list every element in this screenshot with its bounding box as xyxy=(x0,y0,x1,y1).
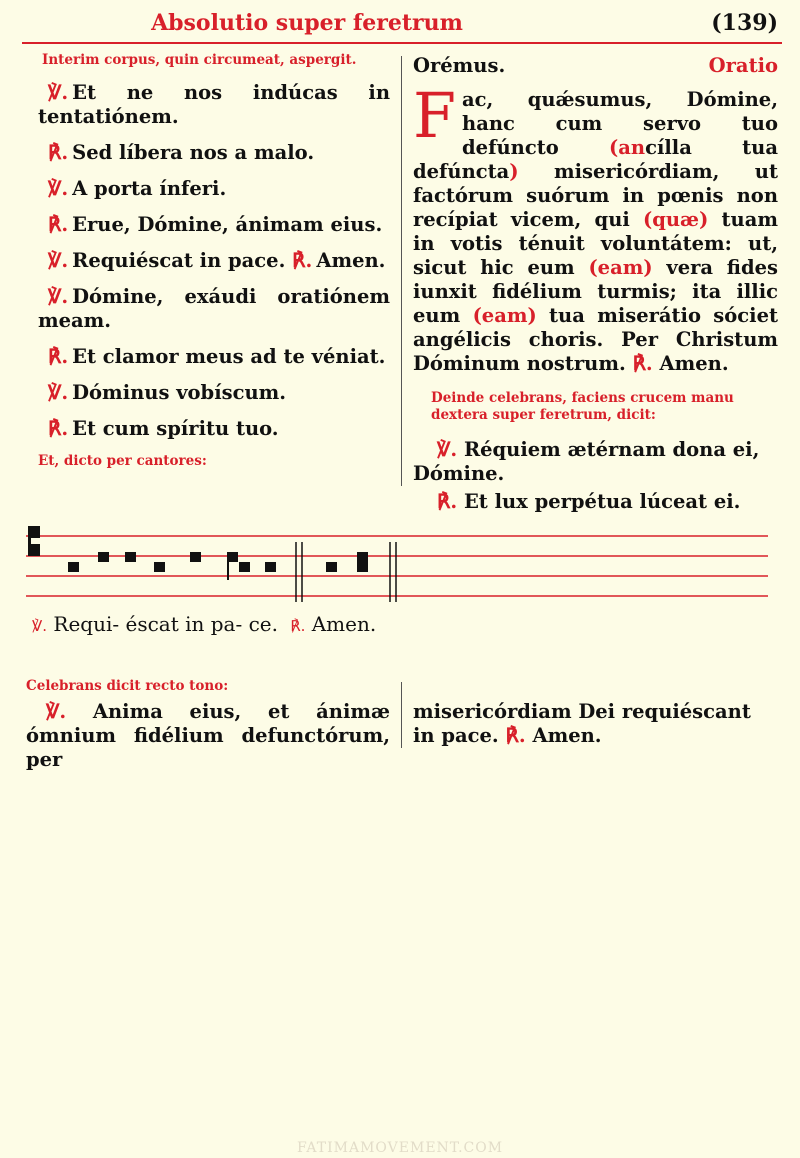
versicle-line xyxy=(38,81,390,129)
versicle-line xyxy=(38,249,390,273)
page-header xyxy=(22,8,782,44)
verse-symbol: ℣. xyxy=(48,177,69,200)
staff-lines xyxy=(26,536,768,596)
bottom-right-column xyxy=(413,700,778,748)
versicle-line xyxy=(38,177,390,201)
oratio-label: Oratio xyxy=(708,54,778,77)
oremus-label: Orémus. xyxy=(413,54,506,77)
requiem-text: Réquiem ætérnam dona ei, Dómine. xyxy=(413,438,760,485)
bottom-column-divider xyxy=(401,682,402,748)
prayer-segment: tuam in votis ténuit voluntátem: ut, sicut hic eum xyxy=(413,208,778,279)
left-column xyxy=(38,52,390,470)
chant-lyrics xyxy=(32,612,376,636)
versicle-line xyxy=(38,213,390,237)
versicle-line xyxy=(38,381,390,405)
prayer-segment: (eam) xyxy=(472,304,537,327)
versicle-line xyxy=(38,141,390,165)
verse-text: Et ne nos indúcas in tentatiónem. xyxy=(38,81,390,128)
prayer-segment: (an xyxy=(609,136,646,159)
oremus-line xyxy=(413,54,778,82)
rubric-asperges: Interim corpus, quin circumeat, aspergit. xyxy=(42,52,357,68)
anima-continuation-text: misericórdiam Dei requiéscant in pace. xyxy=(413,700,751,747)
versicle-line xyxy=(38,417,390,441)
verse-text: A porta ínferi. xyxy=(72,177,227,200)
anima-continuation xyxy=(413,700,778,748)
response-symbol: ℟. xyxy=(437,490,458,513)
verse-symbol: ℣. xyxy=(48,81,69,104)
bottom-response-symbol: ℟. xyxy=(505,724,526,747)
verse-symbol: ℣. xyxy=(48,381,69,404)
verse-text: Amen. xyxy=(316,249,386,272)
verse-symbol: ℣. xyxy=(48,249,69,272)
versicle-line xyxy=(38,345,390,369)
verse-text: Sed líbera nos a malo. xyxy=(72,141,315,164)
prayer-segment: cílla tua defúncta xyxy=(413,136,778,183)
chant-response-symbol: ℟. xyxy=(290,617,306,635)
bottom-left-column xyxy=(26,700,390,772)
lux-text: Et lux perpétua lúceat ei. xyxy=(463,490,741,513)
prayer-text xyxy=(413,79,778,376)
prayer-segment: tua miserátio sóciet angélicis choris. Per Christum Dóminum nostrum. xyxy=(413,304,778,375)
versicle-symbol: ℣. xyxy=(437,438,458,461)
requiem-versicle xyxy=(413,438,778,486)
prayer-body xyxy=(413,79,778,375)
verse-text: Dómine, exáudi oratiónem meam. xyxy=(38,285,390,332)
anima-versicle xyxy=(26,700,390,772)
bottom-amen: Amen. xyxy=(532,724,602,747)
versicle-line xyxy=(38,285,390,333)
versicle-list xyxy=(38,81,390,441)
prayer-segment: vera fides iunxit fidélium turmis; ita illic eum xyxy=(413,256,778,327)
prayer-segment: misericórdiam, ut factórum suórum in pœnis non recípiat vicem, qui xyxy=(413,160,778,231)
page-title: Absolutio super feretrum xyxy=(151,10,463,36)
rubric-recto-tono: Celebrans dicit recto tono: xyxy=(26,678,229,694)
verse-symbol: ℟. xyxy=(48,141,69,164)
right-column xyxy=(413,52,778,514)
verse-text: Dóminus vobíscum. xyxy=(72,381,287,404)
lux-response xyxy=(413,490,778,514)
clef xyxy=(28,526,40,556)
chant-amen: Amen. xyxy=(311,612,377,636)
verse-text: Erue, Dómine, ánimam eius. xyxy=(72,213,383,236)
rubric-crucem: Deinde celebrans, faciens crucem manu dextera super feretrum, dicit: xyxy=(431,390,734,423)
chant-staff xyxy=(26,524,768,604)
chant-versicle-symbol: ℣. xyxy=(32,617,48,635)
verse-text: Requiéscat in pace. xyxy=(72,249,286,272)
verse-symbol: ℟. xyxy=(48,345,69,368)
verse-symbol: ℣. xyxy=(48,285,69,308)
watermark: FATIMAMOVEMENT.COM xyxy=(296,1140,504,1156)
verse-symbol: ℟. xyxy=(292,249,313,272)
verse-symbol: ℟. xyxy=(48,417,69,440)
anima-text: Anima eius, et ánimæ ómnium fidélium defunctórum, per xyxy=(26,700,391,771)
page-number: (139) xyxy=(711,10,778,36)
bar-lines xyxy=(296,542,396,602)
verse-text: Et cum spíritu tuo. xyxy=(72,417,279,440)
prayer-segment: ) xyxy=(509,160,519,183)
prayer-segment: ac, quǽsumus, Dómine, hanc cum servo tuo defúncto xyxy=(462,88,778,159)
bottom-versicle-symbol: ℣. xyxy=(46,700,67,723)
prayer-segment: (quæ) xyxy=(643,208,709,231)
prayer-segment: ℟. xyxy=(632,352,653,375)
column-divider xyxy=(401,56,402,486)
rubric-cantores: Et, dicto per cantores: xyxy=(38,453,207,469)
verse-text: Et clamor meus ad te véniat. xyxy=(72,345,386,368)
prayer-segment: (eam) xyxy=(588,256,653,279)
chant-words: Requi- éscat in pa- ce. xyxy=(53,612,278,636)
drop-capital: F xyxy=(413,79,457,152)
prayer-segment: Amen. xyxy=(652,352,729,375)
verse-symbol: ℟. xyxy=(48,213,69,236)
